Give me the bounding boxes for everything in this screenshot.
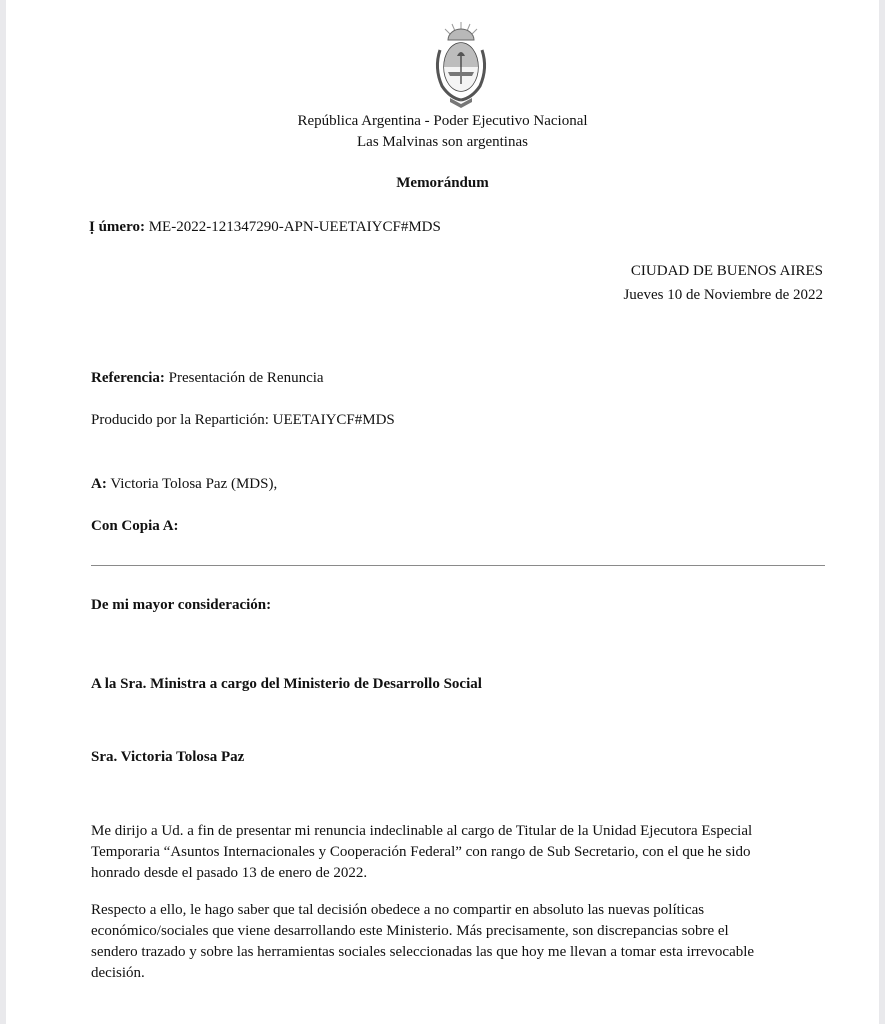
copy-to-label: Con Copia A: — [91, 518, 179, 534]
document-number-value: ME-2022-121347290-APN-UEETAIYCF#MDS — [148, 219, 441, 235]
paragraph-line: honrado desde el pasado 13 de enero de 2022. — [91, 865, 368, 881]
paragraph-line: Temporaria “Asuntos Internacionales y Cooperación Federal” con rango de Sub Secretario, con el que he sido — [91, 844, 751, 860]
reference-value: Presentación de Renuncia — [168, 370, 324, 386]
recipient — [91, 476, 277, 493]
recipient-value: Victoria Tolosa Paz (MDS), — [110, 476, 278, 492]
body-paragraph-2 — [91, 900, 831, 984]
body-paragraph-1 — [91, 821, 831, 884]
recipient-name: Sra. Victoria Tolosa Paz — [91, 749, 245, 765]
location: CIUDAD DE BUENOS AIRES — [630, 263, 823, 279]
document-number-label: Ị úmero: — [89, 219, 145, 235]
memo-page — [6, 0, 879, 1024]
document-title: Memorándum — [396, 175, 489, 191]
divider — [91, 565, 825, 566]
issuing-office: Producido por la Repartición: UEETAIYCF#MDS — [91, 412, 395, 428]
paragraph-line: sendero trazado y sobre las herramientas sociales seleccionadas las que hoy me llevan a tomar esta irrevocable — [91, 944, 755, 960]
argentina-coat-of-arms-icon — [432, 20, 490, 110]
paragraph-line: decisión. — [91, 965, 145, 981]
header-malvinas: Las Malvinas son argentinas — [357, 134, 528, 150]
recipient-label: A: — [91, 476, 107, 492]
paragraph-line: Me dirijo a Ud. a fin de presentar mi renuncia indeclinable al cargo de Titular de la Unidad Ejecutora Especial — [91, 823, 753, 839]
paragraph-line: Respecto a ello, le hago saber que tal decisión obedece a no compartir en absoluto las nuevas políticas — [91, 902, 705, 918]
addressee-line: A la Sra. Ministra a cargo del Ministerio de Desarrollo Social — [91, 676, 482, 692]
page-frame-right — [879, 0, 885, 1024]
reference — [91, 370, 324, 387]
header-republica: República Argentina - Poder Ejecutivo Nacional — [297, 113, 588, 129]
document-date: Jueves 10 de Noviembre de 2022 — [623, 287, 823, 303]
document-number — [89, 219, 441, 236]
paragraph-line: económico/sociales que viene desarrollando este Ministerio. Más precisamente, son discrepancias sobre el — [91, 923, 729, 939]
greeting: De mi mayor consideración: — [91, 597, 272, 613]
reference-label: Referencia: — [91, 370, 165, 386]
